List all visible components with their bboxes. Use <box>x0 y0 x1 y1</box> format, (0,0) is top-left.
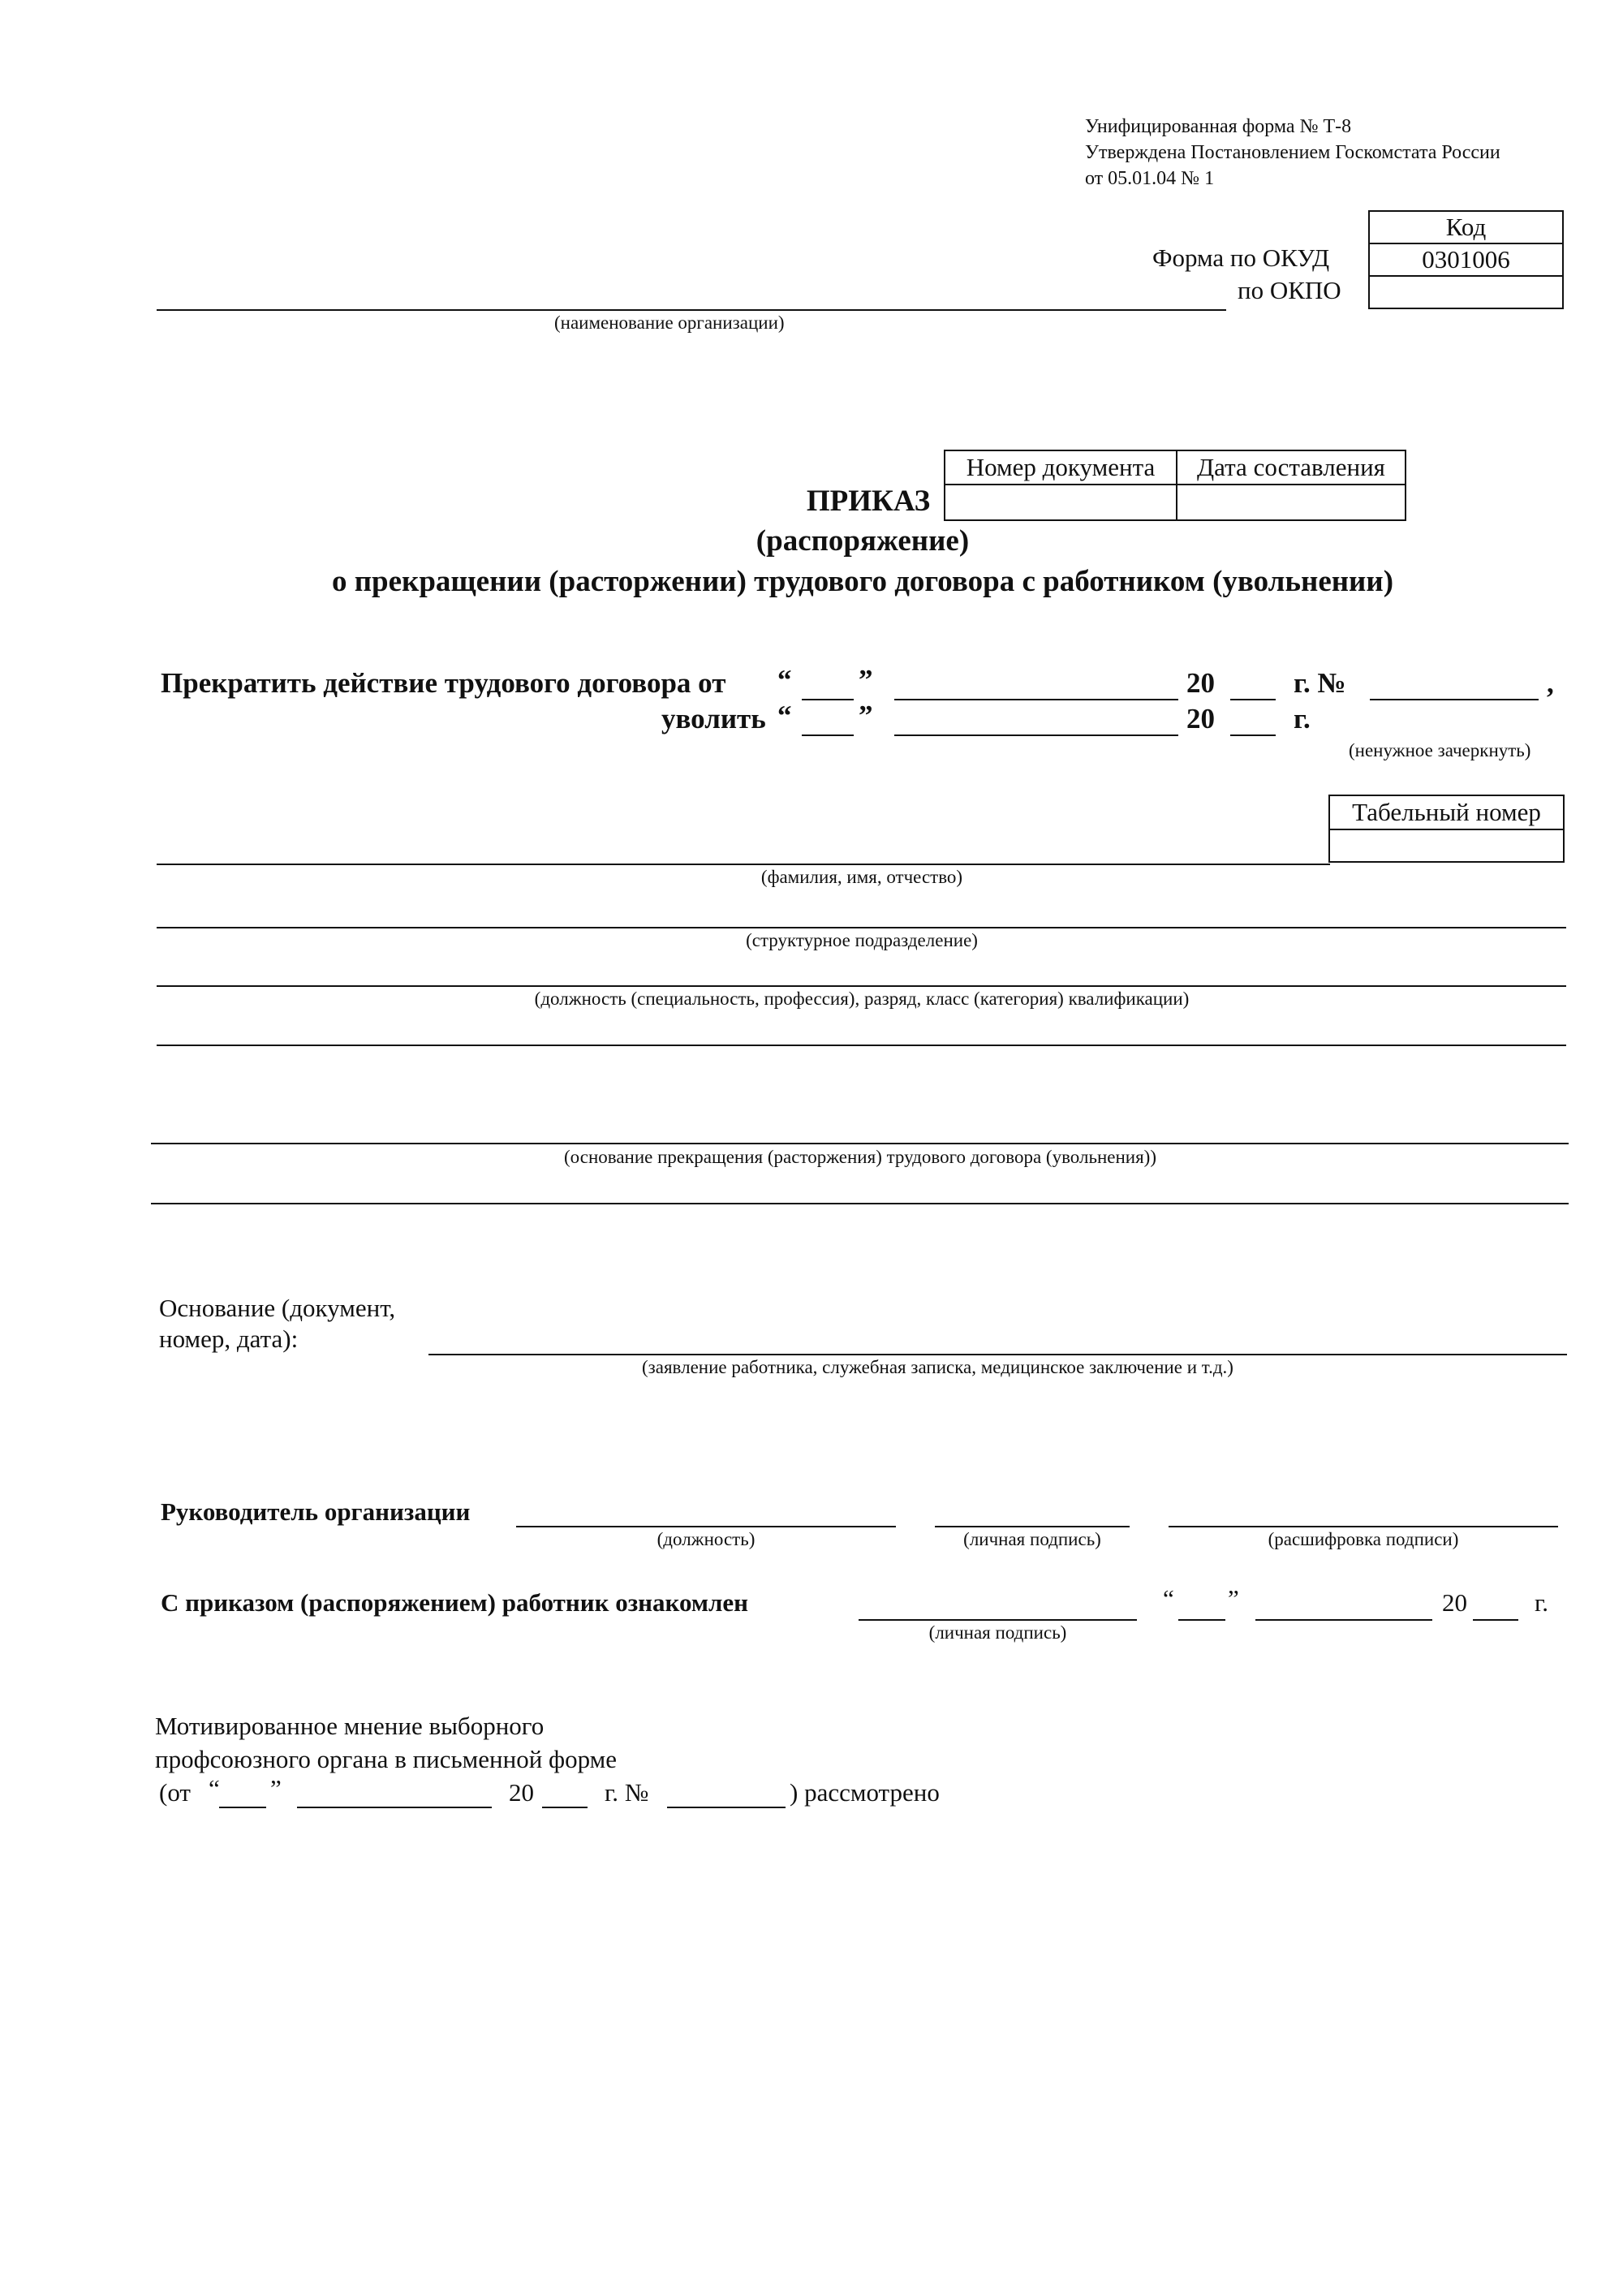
termination-reason-caption: (основание прекращения (расторжения) трудового договора (увольнения)) <box>564 1147 1156 1167</box>
terminate-open-quote: “ <box>777 664 792 696</box>
union-number-field[interactable] <box>667 1807 786 1808</box>
terminate-contract-label: Прекратить действие трудового договора от <box>161 667 726 699</box>
personnel-number-cell[interactable] <box>1329 829 1564 862</box>
employee-name-line[interactable] <box>157 864 1330 865</box>
head-signature-caption: (личная подпись) <box>963 1529 1101 1549</box>
okud-label: Форма по ОКУД <box>1152 243 1330 272</box>
terminate-number-field[interactable] <box>1370 699 1539 700</box>
head-position-line[interactable] <box>516 1526 896 1527</box>
okpo-label: по ОКПО <box>1238 276 1341 304</box>
union-month-field[interactable] <box>297 1807 492 1808</box>
order-title: ПРИКАЗ <box>806 485 931 518</box>
acquainted-year-suffix: г. <box>1535 1588 1548 1617</box>
dismiss-day-field[interactable] <box>802 734 854 736</box>
personnel-number-header: Табельный номер <box>1329 795 1564 829</box>
terminate-year-prefix: 20 <box>1186 667 1215 699</box>
basis-label-line2: номер, дата): <box>159 1325 299 1353</box>
union-year-prefix: 20 <box>509 1778 534 1807</box>
department-caption: (структурное подразделение) <box>746 930 978 950</box>
document-date-header: Дата составления <box>1177 450 1406 485</box>
document-date-cell[interactable] <box>1177 485 1406 520</box>
acquainted-label: С приказом (распоряжением) работник ознакомлен <box>161 1588 749 1617</box>
order-subtitle: (распоряжение) <box>756 524 970 558</box>
acquainted-close-quote: ” <box>1228 1584 1239 1613</box>
strike-out-note: (ненужное зачеркнуть) <box>1349 740 1531 760</box>
document-number-header: Номер документа <box>945 450 1177 485</box>
acquainted-month-field[interactable] <box>1255 1619 1432 1621</box>
position-caption: (должность (специальность, профессия), разряд, класс (категория) квалификации) <box>534 989 1190 1009</box>
document-table <box>944 450 1406 521</box>
termination-reason-line[interactable] <box>151 1143 1569 1144</box>
terminate-month-field[interactable] <box>894 699 1178 700</box>
acquainted-open-quote: “ <box>1163 1584 1174 1613</box>
head-decoding-caption: (расшифровка подписи) <box>1268 1529 1459 1549</box>
employee-signature-line[interactable] <box>859 1619 1137 1621</box>
basis-document-line[interactable] <box>428 1354 1567 1355</box>
union-number-label: г. № <box>605 1778 649 1807</box>
dismiss-year-field[interactable] <box>1230 734 1276 736</box>
organization-name-line[interactable] <box>157 309 1226 311</box>
terminate-year-field[interactable] <box>1230 699 1276 700</box>
okud-code-cell[interactable]: 0301006 <box>1369 243 1563 276</box>
acquainted-day-field[interactable] <box>1178 1619 1225 1621</box>
position-line[interactable] <box>157 985 1566 987</box>
acquainted-year-field[interactable] <box>1473 1619 1518 1621</box>
okpo-code-cell[interactable] <box>1369 276 1563 308</box>
dismiss-year-prefix: 20 <box>1186 703 1215 734</box>
codes-table <box>1368 210 1564 309</box>
dismiss-label: уволить <box>661 703 766 734</box>
head-of-organization-label: Руководитель организации <box>161 1497 471 1526</box>
union-day-field[interactable] <box>219 1807 266 1808</box>
union-opinion-line2: профсоюзного органа в письменной форме <box>155 1745 618 1773</box>
basis-label-line1: Основание (документ, <box>159 1294 396 1322</box>
acquainted-year-prefix: 20 <box>1442 1588 1467 1617</box>
union-open-quote: “ <box>209 1774 220 1803</box>
head-position-caption: (должность) <box>657 1529 756 1549</box>
union-opinion-line1: Мотивированное мнение выборного <box>155 1712 545 1740</box>
dismiss-month-field[interactable] <box>894 734 1178 736</box>
head-signature-decoding-line[interactable] <box>1169 1526 1558 1527</box>
position-extra-line[interactable] <box>157 1045 1566 1046</box>
dismiss-year-suffix: г. <box>1294 703 1311 734</box>
union-reviewed-label: ) рассмотрено <box>790 1778 940 1807</box>
employee-name-caption: (фамилия, имя, отчество) <box>760 867 963 887</box>
employee-signature-caption: (личная подпись) <box>928 1622 1067 1643</box>
union-from-label: (от <box>159 1778 191 1807</box>
order-subject: о прекращении (расторжении) трудового договора с работником (увольнении) <box>331 565 1394 598</box>
dismiss-close-quote: ” <box>859 700 873 731</box>
codes-header: Код <box>1369 211 1563 243</box>
approval-note: Утверждена Постановлением Госкомстата России <box>1085 142 1500 163</box>
form-number-note: Унифицированная форма № Т-8 <box>1085 116 1352 137</box>
approval-date-note: от 05.01.04 № 1 <box>1085 168 1215 189</box>
personnel-number-table <box>1328 795 1565 863</box>
terminate-close-quote: ” <box>859 664 873 696</box>
terminate-number-label: г. № <box>1294 667 1346 699</box>
head-signature-line[interactable] <box>935 1526 1130 1527</box>
basis-caption: (заявление работника, служебная записка, медицинское заключение и т.д.) <box>642 1357 1233 1377</box>
union-year-field[interactable] <box>542 1807 588 1808</box>
department-line[interactable] <box>157 927 1566 928</box>
dismiss-open-quote: “ <box>777 700 792 731</box>
termination-reason-extra-line[interactable] <box>151 1203 1569 1204</box>
terminate-comma: , <box>1547 667 1554 699</box>
organization-caption: (наименование организации) <box>554 312 785 333</box>
terminate-day-field[interactable] <box>802 699 854 700</box>
union-close-quote: ” <box>270 1774 282 1803</box>
